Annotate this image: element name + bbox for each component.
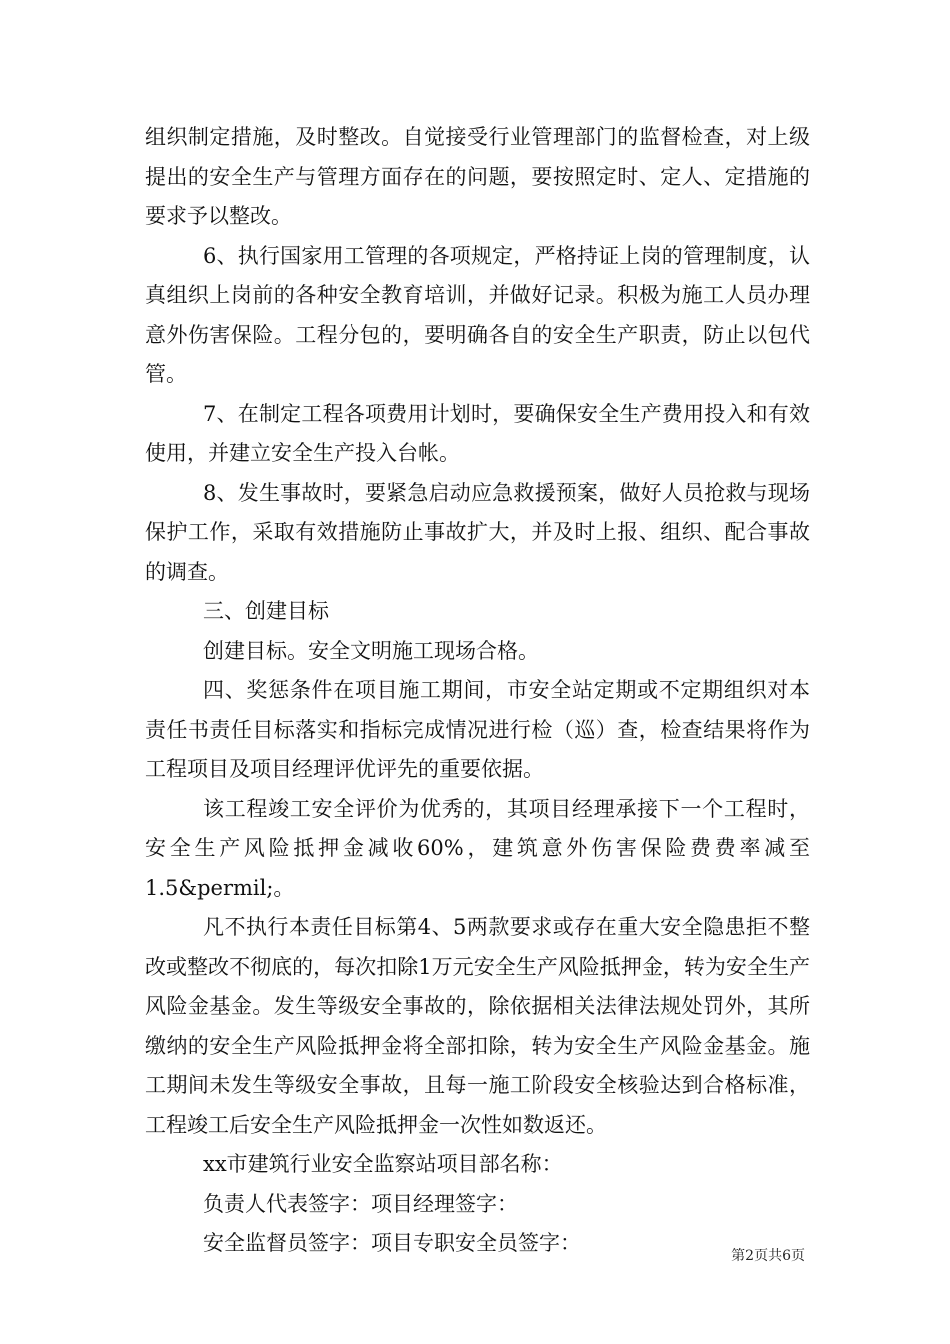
paragraph-penalty: 凡不执行本责任目标第4、5两款要求或存在重大安全隐患拒不整改或整改不彻底的，每次扣除1万元安全生产风险抵押金，转为安全生产风险金基金。发生等级安全事故的，除依据相关法律法规处罚外，其所缴纳的安全生产风险抵押金将全部扣除，转为安全生产风险金基金。施工期间未发生等级安全事故，且每一施工阶段安全核验达到合格标准，工程竣工后安全生产风险抵押金一次性如数返还。 [145,915,810,1137]
signature-station-line: xx市建筑行业安全监察站项目部名称： [203,1152,563,1176]
section-heading-4: 四、奖惩条件在项目施工期间，市安全站定期或不定期组织对本责任书责任目标落实和指标完成情况进行检（巡）查，检查结果将作为工程项目及项目经理评优评先的重要依据。 [145,678,810,781]
paragraph-item-8: 8、发生事故时，要紧急启动应急救援预案，做好人员抢救与现场保护工作，采取有效措施防止事故扩大，并及时上报、组织、配合事故的调查。 [145,480,810,584]
signature-responsible-line: 负责人代表签字：项目经理签字： [203,1191,518,1216]
document-body [145,118,810,1264]
paragraph-continued-rectification: 组织制定措施，及时整改。自觉接受行业管理部门的监督检查，对上级提出的安全生产与管理方面存在的问题，要按照定时、定人、定措施的要求予以整改。 [145,125,810,228]
signature-supervisor-line: 安全监督员签字：项目专职安全员签字： [203,1231,581,1255]
paragraph-item-6: 6、执行国家用工管理的各项规定，严格持证上岗的管理制度，认真组织上岗前的各种安全教育培训，并做好记录。积极为施工人员办理意外伤害保险。工程分包的，要明确各自的安全生产职责，防止以包代管。 [145,243,810,386]
section-heading-3: 三、创建目标 [203,599,329,623]
paragraph-goal: 创建目标。安全文明施工现场合格。 [203,638,539,663]
paragraph-reward: 该工程竣工安全评价为优秀的，其项目经理承接下一个工程时，安全生产风险抵押金减收60%，建筑意外伤害保险费费率减至1.5&permil;。 [145,796,810,900]
page-number-footer: 第2页共6页 [731,1248,805,1264]
paragraph-item-7: 7、在制定工程各项费用计划时，要确保安全生产费用投入和有效使用，并建立安全生产投入台帐。 [145,401,810,465]
